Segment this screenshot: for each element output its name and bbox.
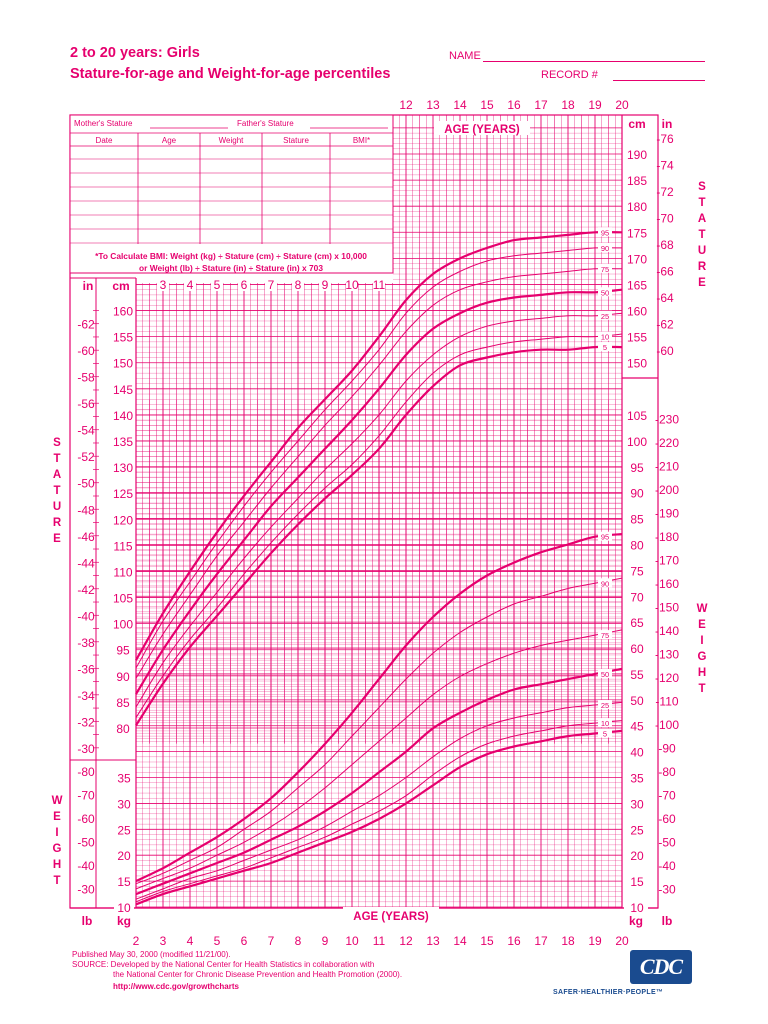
weight-kg-tick-right: 35 — [630, 771, 644, 786]
age-tick-bottom: 10 — [345, 934, 359, 948]
source-note: SOURCE: Developed by the National Center for Health Statistics in collaboration with — [72, 960, 375, 969]
stature-in-tick-left: -42 — [77, 582, 95, 597]
age-tick-bottom: 14 — [453, 934, 467, 948]
stature-side-label-right: E — [698, 277, 706, 289]
age-tick-bottom: 16 — [507, 934, 521, 948]
weight-lb-tick-right: -150 — [654, 600, 680, 615]
weight-lb-tick-right: -220 — [654, 435, 680, 450]
table-column-header: BMI* — [352, 136, 371, 145]
stature-cm-tick-left: 130 — [112, 461, 134, 476]
weight-kg-tick-right: 25 — [630, 823, 644, 838]
stature-cm-tick-left: 80 — [116, 722, 130, 736]
stature-cm-tick-right: 165 — [626, 278, 648, 293]
weight-kg-tick-right: 85 — [630, 512, 644, 527]
stature-side-label-right: R — [697, 261, 707, 273]
age-tick-bottom: 6 — [240, 934, 248, 948]
stature-in-tick-left: -48 — [77, 503, 95, 518]
stature-side-label-left: S — [53, 437, 61, 449]
weight-lb-unit-left: lb — [81, 914, 93, 928]
age-tick-bottom: 9 — [321, 934, 329, 948]
age-axis-label-top: AGE (YEARS) — [444, 124, 520, 136]
weight-lb-tick-right: -210 — [654, 459, 680, 474]
stature-in-tick-left: -56 — [77, 397, 95, 412]
weight-side-label-right: T — [698, 683, 706, 695]
weight-percentile-label-50: 50 — [600, 669, 610, 679]
stature-in-tick-left: -38 — [77, 635, 95, 650]
weight-lb-unit-right: lb — [661, 914, 673, 928]
cdc-logo: CDC — [630, 950, 692, 984]
weight-side-label-right: H — [697, 667, 707, 679]
stature-in-tick-left: -40 — [77, 609, 95, 624]
weight-kg-tick-right: 105 — [626, 409, 648, 423]
weight-percentile-label-75: 75 — [600, 631, 610, 641]
age-tick-inner: 7 — [267, 278, 275, 292]
stature-percentile-label-25: 25 — [600, 311, 610, 321]
age-tick-bottom: 8 — [294, 934, 302, 948]
age-tick-bottom: 7 — [267, 934, 275, 948]
age-tick-inner: 5 — [213, 278, 221, 292]
stature-percentile-label-5: 5 — [602, 343, 608, 353]
weight-lb-tick-right: -190 — [654, 506, 680, 521]
weight-lb-tick-right: -180 — [654, 529, 680, 544]
age-tick-top: 17 — [534, 98, 548, 112]
stature-cm-tick-left: 110 — [113, 565, 133, 580]
age-tick-bottom: 13 — [426, 934, 440, 948]
cdc-url-link[interactable]: http://www.cdc.gov/growthcharts — [113, 982, 239, 991]
weight-kg-tick-left: 10 — [117, 901, 131, 915]
age-tick-bottom: 5 — [213, 934, 221, 948]
weight-kg-tick-right: 55 — [630, 667, 644, 682]
stature-cm-tick-left: 125 — [112, 487, 134, 502]
weight-kg-tick-right: 95 — [630, 460, 644, 475]
weight-side-label-right: I — [700, 635, 704, 647]
table-column-header: Age — [161, 136, 177, 145]
weight-lb-tick-right: -130 — [654, 647, 680, 662]
stature-in-unit-left: in — [82, 279, 94, 293]
weight-kg-tick-right: 15 — [630, 875, 644, 890]
bmi-note-2: or Weight (lb) ÷ Stature (in) ÷ Stature (in) x 703 — [139, 263, 323, 273]
stature-side-label-right: T — [698, 229, 706, 241]
weight-kg-tick-left: 20 — [117, 849, 131, 864]
weight-side-label-left: I — [55, 827, 59, 839]
stature-in-tick-left: -50 — [77, 476, 95, 491]
weight-kg-tick-right: 60 — [630, 642, 644, 657]
age-tick-inner: 6 — [240, 278, 248, 292]
weight-side-label-right: E — [698, 619, 706, 631]
age-tick-top: 12 — [399, 98, 413, 112]
stature-cm-tick-right: 170 — [626, 252, 648, 267]
age-tick-bottom: 20 — [615, 934, 629, 948]
table-column-header: Stature — [283, 136, 309, 145]
stature-cm-tick-left: 155 — [112, 330, 134, 345]
mother-stature-label: Mother's Stature — [74, 119, 133, 128]
stature-cm-tick-left: 105 — [112, 591, 134, 606]
weight-kg-unit-left: kg — [116, 914, 132, 928]
stature-side-label-left: R — [52, 517, 62, 529]
stature-in-tick-left: -54 — [77, 423, 95, 438]
stature-cm-tick-left: 100 — [112, 617, 134, 632]
weight-lb-tick-left: -40 — [77, 858, 95, 873]
stature-in-tick-left: -52 — [77, 450, 95, 465]
age-tick-inner: 4 — [186, 278, 194, 292]
weight-kg-unit-right: kg — [628, 914, 644, 928]
stature-in-tick-left: -34 — [77, 688, 95, 703]
stature-cm-tick-left: 115 — [113, 539, 133, 554]
age-tick-bottom: 3 — [159, 934, 167, 948]
age-axis-label-bottom: AGE (YEARS) — [353, 911, 429, 923]
weight-kg-tick-right: 30 — [630, 797, 644, 812]
weight-percentile-label-5: 5 — [602, 729, 608, 739]
age-tick-top: 20 — [615, 98, 629, 112]
weight-lb-tick-left: -80 — [77, 764, 95, 779]
stature-side-label-right: U — [697, 245, 707, 257]
stature-percentile-label-10: 10 — [600, 332, 610, 342]
stature-in-tick-right: -74 — [656, 158, 674, 173]
stature-in-tick-left: -36 — [77, 662, 95, 677]
age-tick-bottom: 11 — [372, 934, 386, 948]
weight-kg-tick-left: 25 — [117, 823, 131, 838]
age-tick-inner: 3 — [159, 278, 167, 292]
bmi-note: *To Calculate BMI: Weight (kg) ÷ Stature (cm) ÷ Stature (cm) x 10,000 — [95, 251, 367, 261]
stature-in-tick-left: -62 — [77, 317, 95, 332]
name-label: NAME — [449, 50, 481, 62]
weight-kg-tick-right: 80 — [630, 538, 644, 553]
weight-kg-tick-right: 50 — [630, 693, 644, 708]
weight-side-label-left: T — [53, 875, 61, 887]
stature-side-label-right: S — [698, 181, 706, 193]
stature-percentile-label-90: 90 — [600, 243, 610, 253]
stature-side-label-left: T — [53, 453, 61, 465]
age-tick-top: 13 — [426, 98, 440, 112]
stature-cm-unit-right: cm — [628, 117, 646, 131]
age-tick-bottom: 15 — [480, 934, 494, 948]
chart-subtitle: Stature-for-age and Weight-for-age percentiles — [70, 66, 391, 82]
stature-cm-tick-right: 150 — [626, 356, 648, 371]
stature-cm-tick-left: 90 — [116, 669, 130, 684]
weight-lb-tick-right: -120 — [654, 670, 680, 685]
weight-lb-tick-right: -170 — [654, 553, 680, 568]
weight-kg-tick-left: 35 — [117, 771, 131, 786]
table-column-header: Date — [95, 136, 113, 145]
stature-side-label-right: A — [697, 213, 707, 225]
stature-in-tick-right: -72 — [656, 185, 674, 200]
stature-in-tick-right: -64 — [656, 291, 674, 306]
stature-side-label-right: T — [698, 197, 706, 209]
weight-percentile-label-25: 25 — [600, 701, 610, 711]
stature-cm-unit-left: cm — [112, 279, 130, 293]
weight-kg-tick-right: 45 — [630, 719, 644, 734]
published-note: Published May 30, 2000 (modified 11/21/00). — [72, 950, 231, 959]
stature-side-label-left: T — [53, 485, 61, 497]
weight-kg-tick-right: 75 — [630, 564, 644, 579]
stature-cm-tick-left: 120 — [112, 513, 134, 528]
age-tick-top: 18 — [561, 98, 575, 112]
weight-lb-tick-right: -80 — [658, 764, 676, 779]
stature-in-tick-right: -62 — [656, 317, 674, 332]
stature-percentile-label-75: 75 — [600, 264, 610, 274]
weight-lb-tick-right: -200 — [654, 482, 680, 497]
weight-kg-tick-right: 20 — [630, 849, 644, 864]
age-tick-top: 16 — [507, 98, 521, 112]
weight-side-label-left: W — [51, 795, 63, 807]
stature-cm-tick-left: 140 — [112, 408, 134, 423]
weight-lb-tick-right: -40 — [658, 858, 676, 873]
stature-cm-tick-left: 160 — [112, 304, 134, 319]
stature-cm-tick-right: 190 — [626, 148, 648, 162]
age-tick-top: 19 — [588, 98, 602, 112]
stature-in-tick-left: -46 — [77, 529, 95, 544]
stature-side-label-left: A — [52, 469, 62, 481]
stature-cm-tick-left: 135 — [112, 435, 134, 449]
weight-side-label-left: G — [52, 843, 62, 855]
age-tick-top: 14 — [453, 98, 467, 112]
weight-lb-tick-right: -70 — [658, 788, 676, 803]
cdc-tagline: SAFER·HEALTHIER·PEOPLE™ — [553, 989, 664, 996]
stature-in-tick-left: -32 — [77, 715, 95, 730]
age-tick-bottom: 17 — [534, 934, 548, 948]
weight-kg-tick-right: 70 — [630, 590, 644, 605]
stature-cm-tick-right: 185 — [626, 174, 648, 189]
age-tick-inner: 9 — [321, 278, 329, 292]
stature-in-tick-left: -44 — [77, 556, 95, 571]
age-tick-top: 15 — [480, 98, 494, 112]
stature-cm-tick-left: 145 — [112, 382, 134, 397]
age-tick-bottom: 4 — [186, 934, 194, 948]
weight-lb-tick-right: -110 — [655, 694, 679, 709]
weight-kg-tick-right: 65 — [630, 616, 644, 631]
weight-lb-tick-right: -230 — [654, 412, 680, 427]
weight-percentile-label-90: 90 — [600, 579, 610, 589]
age-tick-inner: 8 — [294, 278, 302, 292]
weight-lb-tick-right: -90 — [658, 741, 676, 756]
weight-kg-tick-right: 10 — [630, 901, 644, 915]
stature-cm-tick-right: 155 — [626, 330, 648, 345]
age-tick-bottom: 19 — [588, 934, 602, 948]
stature-in-tick-right: -76 — [656, 132, 674, 147]
weight-kg-tick-left: 30 — [117, 797, 131, 812]
chart-title: 2 to 20 years: Girls — [70, 45, 200, 61]
weight-side-label-right: G — [697, 651, 707, 663]
weight-percentile-label-95: 95 — [600, 532, 610, 542]
age-tick-bottom: 2 — [132, 934, 140, 948]
stature-percentile-label-95: 95 — [600, 228, 610, 238]
weight-side-label-left: E — [53, 811, 61, 823]
stature-cm-tick-right: 160 — [626, 304, 648, 319]
weight-lb-tick-right: -140 — [654, 623, 680, 638]
stature-in-tick-left: -58 — [77, 370, 95, 385]
stature-cm-tick-right: 175 — [626, 226, 648, 241]
weight-lb-tick-right: -160 — [654, 576, 680, 591]
age-tick-inner: 11 — [372, 278, 386, 292]
weight-lb-tick-left: -30 — [77, 882, 95, 897]
stature-in-unit-right: in — [661, 117, 673, 131]
stature-cm-tick-left: 85 — [116, 695, 130, 710]
weight-lb-tick-left: -70 — [77, 788, 95, 803]
table-column-header: Weight — [218, 136, 244, 145]
record-label: RECORD # — [541, 69, 598, 81]
father-stature-label: Father's Stature — [237, 119, 294, 128]
weight-lb-tick-right: -30 — [658, 882, 676, 897]
stature-side-label-left: E — [53, 533, 61, 545]
weight-lb-tick-right: -50 — [658, 835, 676, 850]
stature-in-tick-left: -60 — [77, 344, 95, 359]
weight-lb-tick-left: -60 — [77, 811, 95, 826]
stature-in-tick-left: -30 — [77, 741, 95, 756]
stature-cm-tick-right: 180 — [626, 200, 648, 215]
weight-lb-tick-right: -60 — [658, 811, 676, 826]
weight-kg-tick-right: 40 — [630, 745, 644, 760]
stature-in-tick-right: -66 — [656, 264, 674, 279]
age-tick-bottom: 18 — [561, 934, 575, 948]
stature-in-tick-right: -68 — [656, 238, 674, 253]
stature-cm-tick-left: 95 — [116, 643, 130, 658]
stature-in-tick-right: -70 — [656, 211, 674, 226]
weight-side-label-left: H — [52, 859, 62, 871]
source-note-2: the National Center for Chronic Disease Prevention and Health Promotion (2000). — [113, 970, 403, 979]
stature-in-tick-right: -60 — [656, 344, 674, 359]
weight-lb-tick-right: -100 — [654, 717, 680, 732]
stature-cm-tick-left: 150 — [112, 356, 134, 371]
weight-side-label-right: W — [696, 603, 708, 615]
stature-side-label-left: U — [52, 501, 62, 513]
age-tick-inner: 10 — [345, 278, 359, 292]
weight-lb-tick-left: -50 — [77, 835, 95, 850]
age-tick-bottom: 12 — [399, 934, 413, 948]
weight-kg-tick-left: 15 — [117, 875, 131, 890]
stature-percentile-label-50: 50 — [600, 288, 610, 298]
weight-percentile-label-10: 10 — [600, 719, 610, 729]
weight-kg-tick-right: 90 — [630, 486, 644, 501]
weight-kg-tick-right: 100 — [626, 434, 648, 449]
